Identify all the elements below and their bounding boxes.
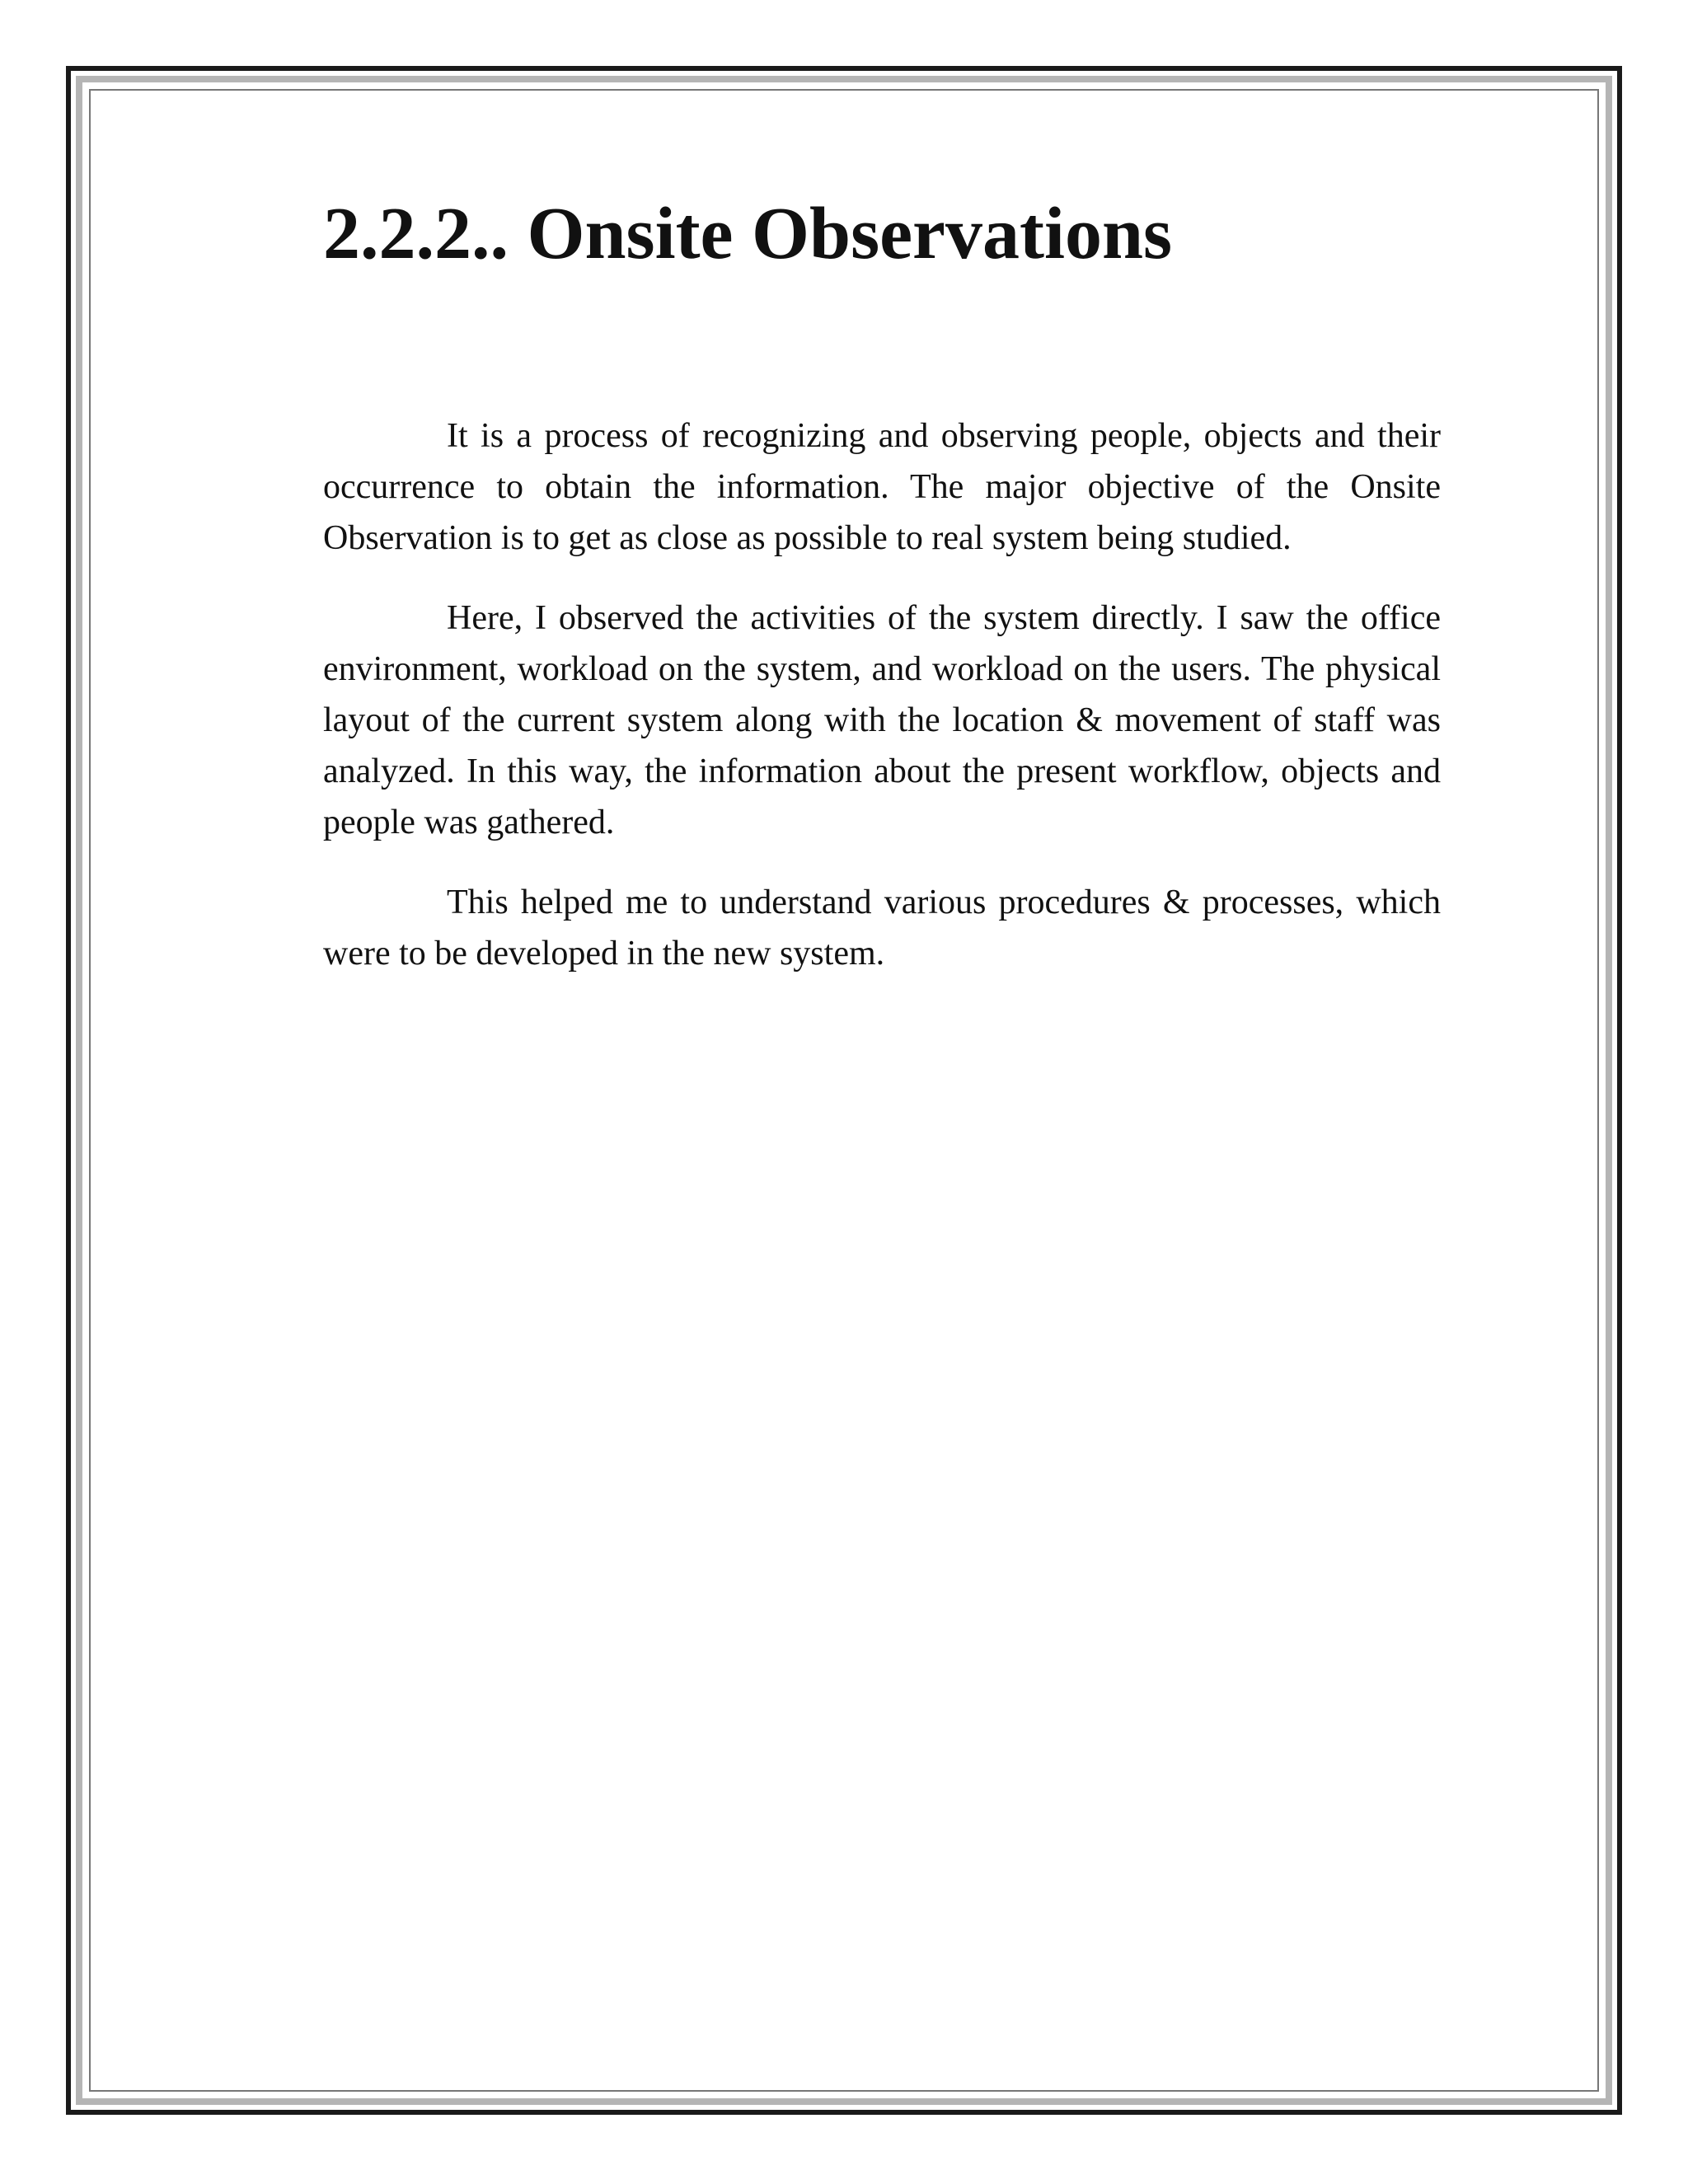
body-text xyxy=(323,410,1441,979)
page-content xyxy=(323,190,1441,1008)
paragraph-2: Here, I observed the activities of the system directly. I saw the office environment, workload on the system, and workload on the users. The physical layout of the current system along with the location & movement of staff was analyzed. In this way, the information about the present workflow, objects and people was gathered. xyxy=(323,599,1441,841)
section-title: 2.2.2.. Onsite Observations xyxy=(323,193,1173,274)
paragraph-3: This helped me to understand various procedures & processes, which were to be developed in the new system. xyxy=(323,883,1441,972)
paragraph-1: It is a process of recognizing and observing people, objects and their occurrence to obtain the information. The major objective of the Onsite Observation is to get as close as possible to real system being studied. xyxy=(323,417,1441,557)
